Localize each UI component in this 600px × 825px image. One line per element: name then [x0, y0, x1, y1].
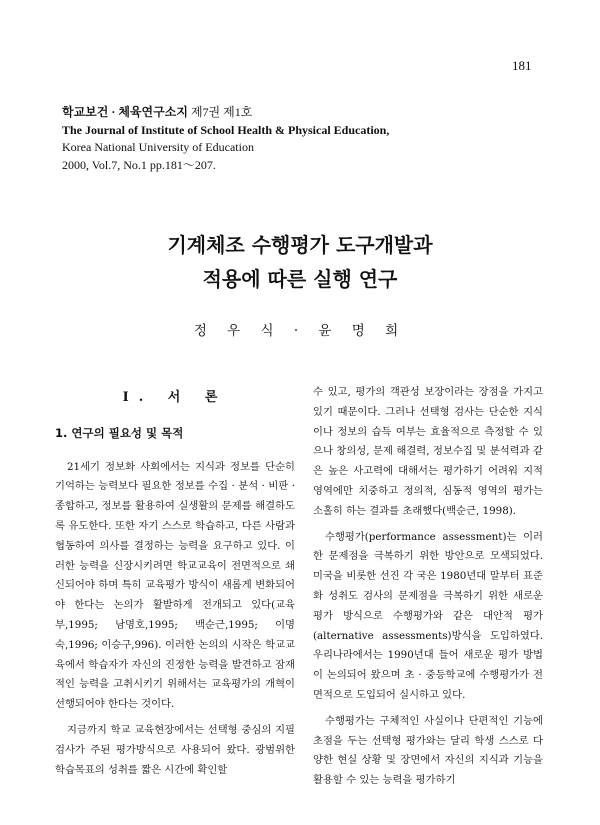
right-paragraph-3: 수행평가는 구체적인 사실이나 단편적인 기능에 초점을 두는 선택형 평가와는 달리 학생 스스로 다양한 현실 상황 및 장면에서 자신의 지식과 기능을 활용할 수 있는 능력을 평가하기 [313, 714, 543, 787]
right-paragraph-1: 수 있고, 평가의 객관성 보장이라는 장점을 가지고 있기 때문이다. 그러나 선택형 검사는 단순한 지식이나 정보의 습득 여부는 효율적으로 측정할 수 있으나 창의성, 문제 해결력, 정보수집 및 분석력과 같은 높은 사고력에 대해서는 평가하기 어려워 지적 영역에만 치중하고 정의적, 심동적 영역의 평가는 소홀히 하는 결과를 초래했다(백순근, 1998). [313, 386, 543, 517]
right-column [313, 383, 543, 791]
section-heading-introduction: Ⅰ. 서 론 [122, 390, 228, 405]
journal-korean-name: 학교보건 · 체육연구소지 [62, 105, 188, 119]
journal-citation: 2000, Vol.7, No.1 pp.181～207. [62, 157, 216, 172]
paper-title-line-2: 적용에 따른 실행 연구 [202, 267, 398, 291]
paper-title-line-1: 기계체조 수행평가 도구개발과 [167, 233, 433, 257]
journal-university: Korea National University of Education [62, 140, 254, 154]
left-paragraph-1: 21세기 정보화 사회에서는 지식과 정보를 단순히 기억하는 능력보다 필요한 정보를 수집 · 분석 · 비판 · 종합하고, 정보를 활용하여 실생활의 문제를 해결하도록 유도한다. 또한 자기 스스로 학습하고, 다른 사람과 협동하여 의사를 결정하는 능력을 요구하고 있다. 이러한 능력을 신장시키려면 학교교육이 전면적으로 쇄신되어야 하며 특히 교육평가 방식이 새롭게 변화되어야 한다는 논의가 활발하게 전개되고 있다(교육부,1995; 남명호,1995; 백순근,1995; 이명숙,1996; 이승구,996). 이러한 논의의 시작은 학교교육에서 학습자가 자신의 진정한 능력을 발견하고 잠재적인 능력을 고취시키기 위해서는 교육평가의 개혁이 선행되어야 한다는 것이다. [55, 460, 295, 711]
paper-authors: 정 우 식 · 윤 명 희 [193, 323, 407, 339]
right-paragraph-2: 수행평가(performance assessment)는 이러한 문제점을 극복하기 위한 방안으로 모색되었다. 미국을 비롯한 선진 각 국은 1980년대 말부터 표준화 성취도 검사의 문제점을 극복하기 위한 새로운 평가 방식으로 수행평가와 같은 대안적 평가(alternative assessments)방식을 도입하였다. 우리나라에서는 1990년대 들어 새로운 평가 방법이 논의되어 왔으며 초 · 중등학교에 수행평가가 전면적으로 도입되어 실시하고 있다. [313, 530, 543, 701]
page-number: 181 [512, 58, 532, 73]
journal-korean-volume: 제7권 제1호 [190, 105, 253, 119]
left-paragraph-2: 지금까지 학교 교육현장에서는 선택형 중심의 지필 검사가 주된 평가방식으로 사용되어 왔다. 광범위한 학습목표의 성취를 짧은 시간에 확인할 [55, 723, 295, 776]
journal-korean-line [62, 104, 482, 122]
subsection-heading-purpose: 1. 연구의 필요성 및 목적 [55, 425, 184, 440]
paper-title [80, 228, 520, 296]
journal-english-name: The Journal of Institute of School Health & Physical Education, [62, 122, 390, 137]
left-column [55, 380, 295, 780]
journal-header [62, 104, 482, 174]
